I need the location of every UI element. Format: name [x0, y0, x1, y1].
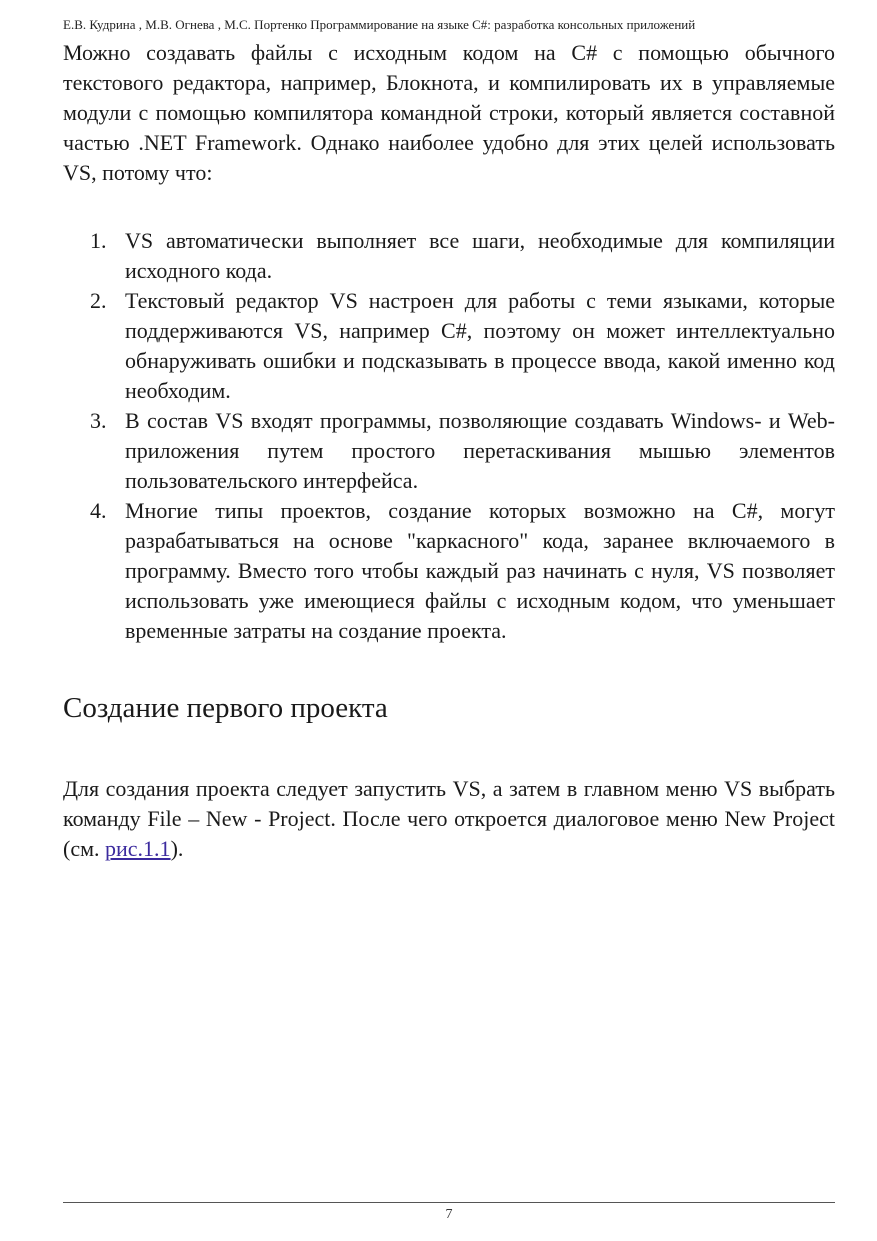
list-marker: 3. — [90, 408, 107, 433]
section-paragraph — [63, 774, 835, 864]
list-marker: 2. — [90, 288, 107, 313]
list-marker: 1. — [90, 228, 107, 253]
list-marker: 4. — [90, 498, 107, 523]
running-header: Е.В. Кудрина , М.В. Огнева , М.С. Портенко Программирование на языке C#: разработка консольных приложений — [63, 17, 696, 32]
list-item — [63, 286, 835, 406]
section-paragraph-tail: ). — [170, 836, 184, 861]
page-content — [63, 38, 835, 864]
page-number: 7 — [445, 1207, 453, 1222]
reasons-list — [63, 226, 835, 646]
list-item-text: VS автоматически выполняет все шаги, необходимые для компиляции исходного кода. — [125, 228, 835, 283]
section-paragraph-text: Для создания проекта следует запустить VS, а затем в главном меню VS выбрать команду File – New - Project. После чего откроется диалоговое меню New Project (см. — [63, 776, 835, 861]
list-item — [63, 406, 835, 496]
list-item-text: Текстовый редактор VS настроен для работы с теми языками, которые поддерживаются VS, например C#, поэтому он может интеллектуально обнаруживать ошибки и подсказывать в процессе ввода, какой именно код необходим. — [125, 288, 835, 403]
list-item-text: Многие типы проектов, создание которых возможно на C#, могут разрабатываться на основе "каркасного" кода, заранее включаемого в программу. Вместо того чтобы каждый раз начинать с нуля, VS позволяет использовать уже имеющиеся файлы с исходным кодом, что уменьшает временные затраты на создание проекта. — [125, 498, 835, 643]
section-heading: Создание первого проекта — [63, 692, 388, 724]
figure-link[interactable]: рис.1.1 — [105, 836, 171, 861]
list-item-text: В состав VS входят программы, позволяющие создавать Windows- и Web-приложения путем простого перетаскивания мышью элементов пользовательского интерфейса. — [125, 408, 835, 493]
list-item — [63, 496, 835, 646]
footer-rule — [63, 1202, 835, 1203]
intro-paragraph: Можно создавать файлы с исходным кодом на C# с помощью обычного текстового редактора, например, Блокнота, и компилировать их в управляемые модули с помощью компилятора командной строки, который является составной частью .NET Framework. Однако наиболее удобно для этих целей использовать VS, потому что: — [63, 40, 835, 185]
list-item — [63, 226, 835, 286]
